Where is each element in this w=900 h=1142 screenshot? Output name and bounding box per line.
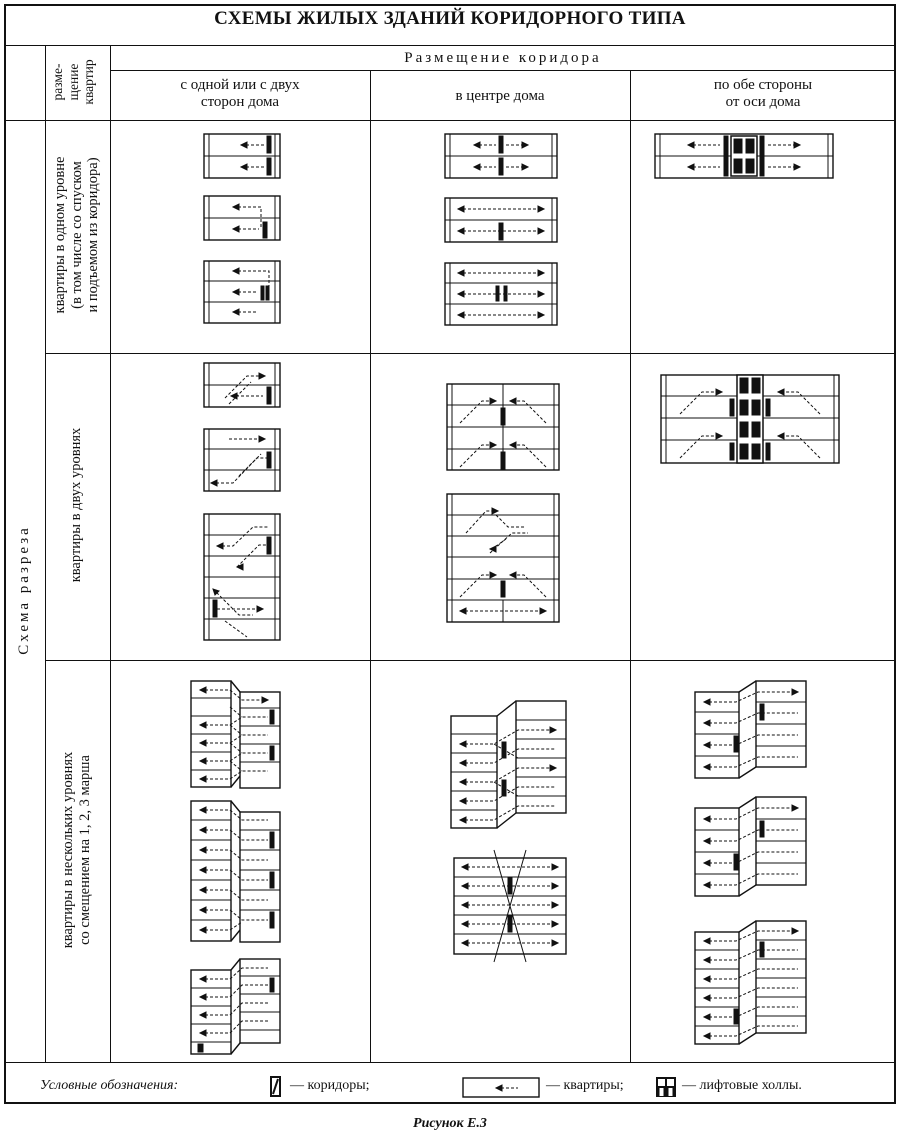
row-label-two-level: квартиры в двух уровнях bbox=[68, 427, 84, 583]
apartment-placement-header: разме- щение квартир bbox=[50, 59, 97, 105]
grid-line bbox=[45, 660, 896, 661]
scheme-row2-col3-a bbox=[660, 374, 842, 466]
legend-apartments: — квартиры; bbox=[546, 1078, 624, 1093]
scheme-row3-col1-a bbox=[190, 680, 290, 790]
legend-prefix: Условные обозначения: bbox=[40, 1078, 179, 1093]
scheme-row1-col1-b bbox=[203, 195, 283, 243]
scheme-row1-col2-b bbox=[444, 197, 560, 245]
grid-line bbox=[45, 353, 896, 354]
scheme-row1-col2-a bbox=[444, 133, 560, 181]
scheme-row3-col2-a bbox=[450, 700, 570, 830]
grid-line bbox=[45, 45, 46, 1062]
grid-line bbox=[630, 70, 631, 1062]
scheme-row2-col2-b bbox=[446, 493, 562, 625]
scheme-row1-col3-a bbox=[654, 133, 836, 181]
row-label-single-level: квартиры в одном уровне (в том числе со спуском и подъемом из коридора) bbox=[52, 156, 102, 314]
lift-hall-legend-icon bbox=[655, 1076, 677, 1098]
scheme-row3-col2-b bbox=[450, 850, 570, 962]
scheme-row3-col3-a bbox=[694, 680, 810, 782]
scheme-row3-col3-b bbox=[694, 796, 810, 900]
column-header-both-sides-of-axis: по обе стороны от оси дома bbox=[713, 77, 813, 111]
grid-line bbox=[4, 1062, 896, 1063]
grid-line bbox=[370, 70, 371, 1062]
scheme-row3-col1-b bbox=[190, 800, 290, 950]
corridor-legend-icon bbox=[270, 1076, 282, 1098]
scheme-row3-col3-c bbox=[694, 920, 810, 1048]
grid-line bbox=[4, 120, 896, 121]
scheme-row2-col2-a bbox=[446, 383, 562, 473]
legend-lift-halls: — лифтовые холлы. bbox=[682, 1078, 802, 1093]
table-title: СХЕМЫ ЖИЛЫХ ЗДАНИЙ КОРИДОРНОГО ТИПА bbox=[214, 8, 686, 29]
figure-caption: Рисунок Е.3 bbox=[413, 1116, 487, 1131]
row-label-multi-level: квартиры в нескольких уровнях со смещением на 1, 2, 3 марша bbox=[60, 751, 93, 949]
column-header-one-or-two-sides: с одной или с двух сторон дома bbox=[180, 77, 300, 111]
scheme-row1-col1-c bbox=[203, 260, 283, 326]
section-scheme-label: Схема разреза bbox=[16, 525, 32, 655]
grid-line bbox=[4, 45, 896, 46]
corridor-placement-header: Размещение коридора bbox=[404, 50, 602, 66]
scheme-row2-col1-c bbox=[203, 513, 283, 643]
grid-line bbox=[110, 45, 111, 1062]
scheme-row3-col1-c bbox=[190, 958, 290, 1058]
scheme-row2-col1-a bbox=[203, 362, 283, 410]
scheme-row1-col2-c bbox=[444, 262, 560, 328]
scheme-row1-col1-a bbox=[203, 133, 283, 181]
scheme-row2-col1-b bbox=[203, 428, 283, 494]
legend-corridors: — коридоры; bbox=[290, 1078, 370, 1093]
column-header-center: в центре дома bbox=[455, 88, 545, 104]
grid-line bbox=[110, 70, 896, 71]
apartment-legend-icon bbox=[462, 1077, 542, 1099]
